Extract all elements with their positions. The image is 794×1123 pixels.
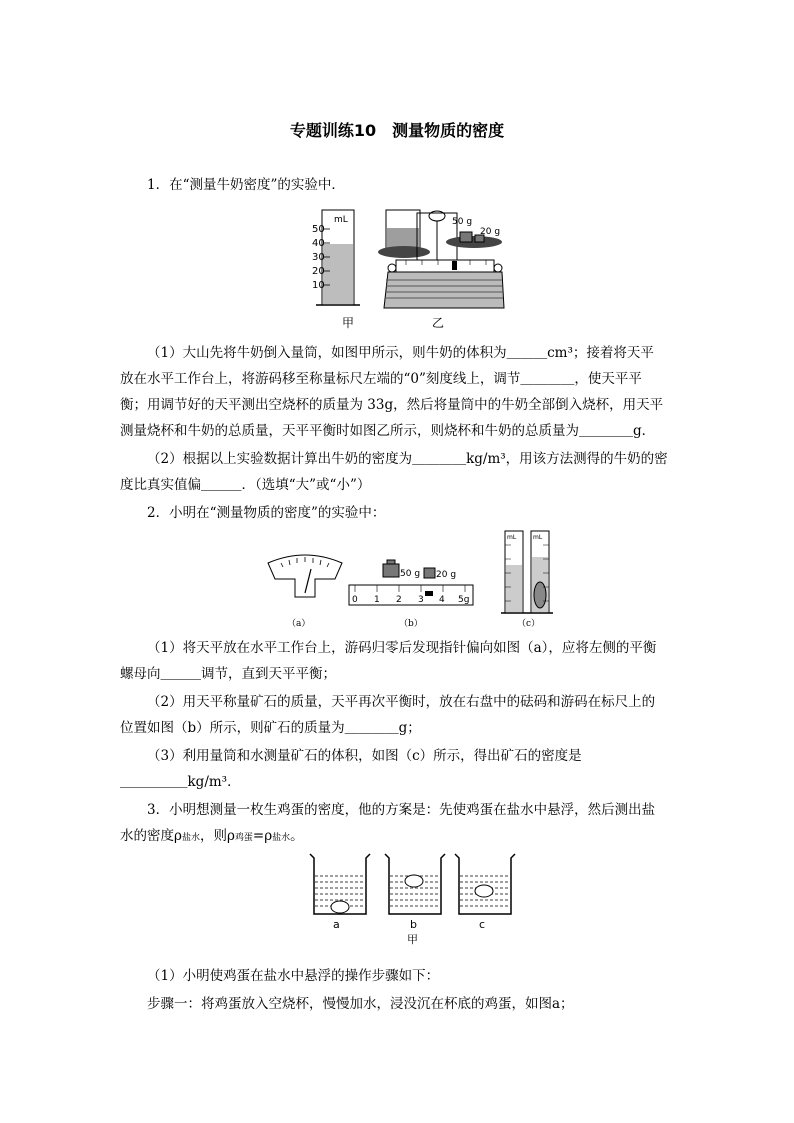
q2-part1-line1: （1）将天平放在水平工作台上，游码归零后发现指针偏向如图（a），应将左侧的平衡 bbox=[147, 640, 657, 656]
q1-part1-line4: 测量烧杯和牛奶的总质量，天平平衡时如图乙所示，则烧杯和牛奶的总质量为＿＿＿＿g． bbox=[120, 423, 656, 439]
caption-jia: 甲 bbox=[407, 933, 418, 946]
balance-scale-icon bbox=[378, 210, 504, 308]
q2-part3-line1: （3）利用量筒和水测量矿石的体积，如图（c）所示，得出矿石的密度是 bbox=[147, 748, 582, 764]
q2-figure bbox=[265, 527, 565, 632]
svg-text:5g: 5g bbox=[458, 595, 470, 605]
q1-part1-line1: （1）大山先将牛奶倒入量筒，如图甲所示，则牛奶的体积为＿＿＿cm³；接着将天平 bbox=[147, 345, 654, 361]
q3-part1: （1）小明使鸡蛋在盐水中悬浮的操作步骤如下： bbox=[147, 968, 440, 984]
measuring-cylinders-icon bbox=[501, 531, 553, 613]
svg-text:50: 50 bbox=[312, 224, 325, 235]
beaker-b-icon bbox=[385, 854, 445, 914]
svg-text:4: 4 bbox=[439, 595, 445, 605]
caption-jia: 甲 bbox=[342, 316, 355, 330]
q2-part3-line2: ＿＿＿＿＿kg/m³． bbox=[120, 774, 241, 790]
q2-part1-line2: 螺母向＿＿＿调节，直到天平平衡； bbox=[120, 666, 336, 682]
label-b: b bbox=[410, 918, 417, 931]
label-a: a bbox=[333, 918, 340, 931]
q1-part2-line1: （2）根据以上实验数据计算出牛奶的密度为＿＿＿＿kg/m³，用该方法测得的牛奶的密 bbox=[147, 451, 668, 467]
svg-text:10: 10 bbox=[312, 280, 325, 291]
svg-text:40: 40 bbox=[312, 238, 325, 249]
q3-stem-line2: 水的密度ρ盐水，则ρ鸡蛋=ρ盐水。 bbox=[120, 828, 304, 844]
caption-c: （c） bbox=[517, 619, 541, 629]
page-title: 专题训练10 测量物质的密度 bbox=[289, 121, 505, 140]
rider-scale-icon bbox=[349, 560, 473, 605]
caption-yi: 乙 bbox=[432, 316, 445, 330]
svg-text:20 g: 20 g bbox=[436, 570, 457, 580]
svg-text:20: 20 bbox=[312, 266, 325, 277]
cylinder-unit: mL bbox=[334, 215, 348, 225]
beaker-c-icon bbox=[455, 854, 515, 914]
svg-text:mL: mL bbox=[507, 534, 517, 541]
svg-text:2: 2 bbox=[396, 595, 402, 605]
q1-part1-line2: 放在水平工作台上，将游码移至称量标尺左端的“0”刻度线上，调节＿＿＿＿，使天平平 bbox=[120, 371, 642, 387]
caption-a: （a） bbox=[287, 619, 311, 629]
svg-text:50 g: 50 g bbox=[400, 569, 421, 579]
label-c: c bbox=[479, 918, 486, 931]
svg-text:mL: mL bbox=[533, 534, 543, 541]
svg-text:1: 1 bbox=[374, 595, 380, 605]
pointer-dial-icon bbox=[268, 555, 342, 597]
q1-figure bbox=[312, 208, 512, 333]
svg-text:50 g: 50 g bbox=[452, 217, 473, 227]
q2-stem: 2．小明在“测量物质的密度”的实验中： bbox=[147, 505, 386, 521]
q3-beakers-figure bbox=[300, 848, 520, 948]
beaker-a-icon bbox=[310, 854, 370, 914]
q2-part2-line1: （2）用天平称量矿石的质量，天平再次平衡时，放在右盘中的砝码和游码在标尺上的 bbox=[147, 694, 656, 710]
q1-part2-line2: 度比真实值偏＿＿＿．（选填“大”或“小”） bbox=[120, 477, 371, 493]
q1-stem: 1．在“测量牛奶密度”的实验中． bbox=[147, 177, 345, 193]
q2-part2-line2: 位置如图（b）所示，则矿石的质量为＿＿＿＿g； bbox=[120, 720, 421, 736]
q3-step1: 步骤一：将鸡蛋放入空烧杯，慢慢加水，浸没沉在杯底的鸡蛋，如图a； bbox=[147, 996, 574, 1012]
svg-text:3: 3 bbox=[418, 595, 424, 605]
graduated-cylinder-icon bbox=[312, 210, 360, 305]
q3-stem-line1: 3．小明想测量一枚生鸡蛋的密度，他的方案是：先使鸡蛋在盐水中悬浮，然后测出盐 bbox=[147, 802, 656, 818]
svg-text:20 g: 20 g bbox=[480, 227, 501, 237]
svg-text:30: 30 bbox=[312, 252, 325, 263]
caption-b: （b） bbox=[399, 619, 423, 629]
svg-text:0: 0 bbox=[352, 595, 358, 605]
q1-part1-line3: 衡；用调节好的天平测出空烧杯的质量为 33g，然后将量筒中的牛奶全部倒入烧杯，用天平 bbox=[120, 397, 664, 413]
